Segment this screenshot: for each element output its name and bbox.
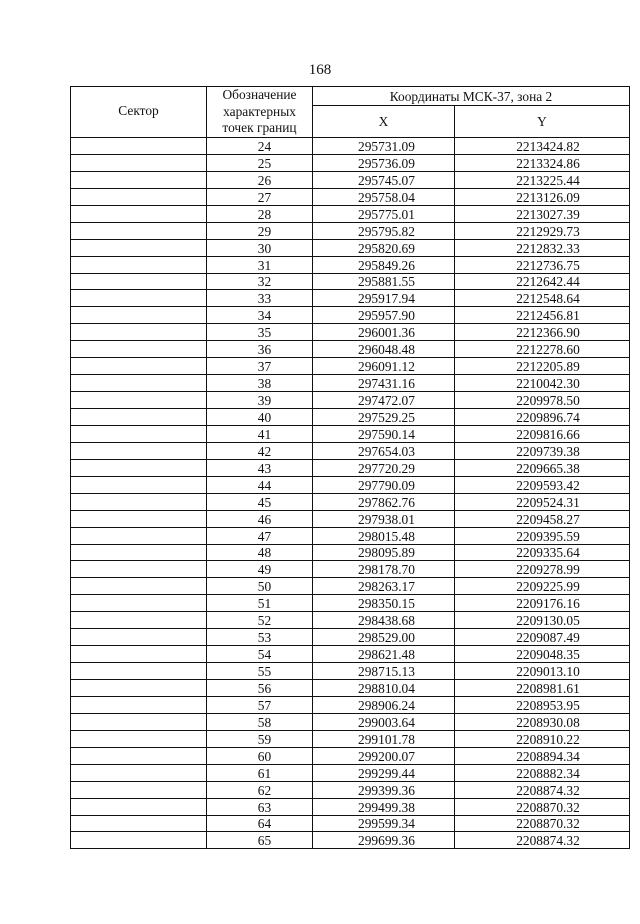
table-row [71, 764, 630, 781]
cell-y-coordinate: 2209278.99 [455, 561, 630, 578]
cell-point-number: 59 [207, 730, 313, 747]
table-row [71, 798, 630, 815]
cell-sector [71, 341, 207, 358]
cell-x-coordinate: 298810.04 [313, 680, 455, 697]
table-row [71, 730, 630, 747]
cell-sector [71, 781, 207, 798]
cell-y-coordinate: 2212366.90 [455, 324, 630, 341]
cell-point-number: 61 [207, 764, 313, 781]
cell-y-coordinate: 2212736.75 [455, 256, 630, 273]
cell-y-coordinate: 2209048.35 [455, 646, 630, 663]
table-row [71, 442, 630, 459]
cell-sector [71, 815, 207, 832]
cell-point-number: 49 [207, 561, 313, 578]
cell-point-number: 33 [207, 290, 313, 307]
table-row [71, 171, 630, 188]
cell-point-number: 30 [207, 239, 313, 256]
cell-sector [71, 493, 207, 510]
cell-y-coordinate: 2209816.66 [455, 425, 630, 442]
cell-y-coordinate: 2209524.31 [455, 493, 630, 510]
cell-sector [71, 425, 207, 442]
cell-point-number: 47 [207, 527, 313, 544]
cell-x-coordinate: 295917.94 [313, 290, 455, 307]
cell-x-coordinate: 296048.48 [313, 341, 455, 358]
cell-point-number: 28 [207, 205, 313, 222]
table-row [71, 392, 630, 409]
table-row [71, 493, 630, 510]
cell-sector [71, 578, 207, 595]
cell-x-coordinate: 297720.29 [313, 459, 455, 476]
table-header [71, 87, 630, 138]
cell-x-coordinate: 296001.36 [313, 324, 455, 341]
cell-y-coordinate: 2208910.22 [455, 730, 630, 747]
table-row [71, 612, 630, 629]
table-row [71, 646, 630, 663]
cell-sector [71, 646, 207, 663]
header-point-line-1: Обозначение [222, 87, 297, 103]
cell-sector [71, 713, 207, 730]
cell-y-coordinate: 2209335.64 [455, 544, 630, 561]
cell-sector [71, 324, 207, 341]
cell-point-number: 43 [207, 459, 313, 476]
cell-x-coordinate: 295775.01 [313, 205, 455, 222]
table-row [71, 527, 630, 544]
cell-sector [71, 561, 207, 578]
cell-point-number: 63 [207, 798, 313, 815]
cell-y-coordinate: 2208870.32 [455, 815, 630, 832]
cell-sector [71, 459, 207, 476]
table-row [71, 815, 630, 832]
table-row [71, 595, 630, 612]
cell-x-coordinate: 298350.15 [313, 595, 455, 612]
page-number: 168 [308, 62, 332, 78]
cell-sector [71, 798, 207, 815]
cell-sector [71, 409, 207, 426]
cell-y-coordinate: 2213027.39 [455, 205, 630, 222]
table-row [71, 510, 630, 527]
cell-x-coordinate: 297529.25 [313, 409, 455, 426]
header-point-line-2: характерных [223, 103, 296, 119]
cell-x-coordinate: 297654.03 [313, 442, 455, 459]
cell-x-coordinate: 297431.16 [313, 375, 455, 392]
cell-x-coordinate: 298438.68 [313, 612, 455, 629]
cell-point-number: 52 [207, 612, 313, 629]
table-row [71, 273, 630, 290]
table-row [71, 832, 630, 849]
table-row [71, 696, 630, 713]
table-row [71, 307, 630, 324]
table-row [71, 138, 630, 155]
cell-x-coordinate: 298015.48 [313, 527, 455, 544]
cell-y-coordinate: 2208981.61 [455, 680, 630, 697]
cell-x-coordinate: 298621.48 [313, 646, 455, 663]
table-row [71, 358, 630, 375]
header-x: X [313, 106, 455, 138]
cell-point-number: 56 [207, 680, 313, 697]
cell-sector [71, 730, 207, 747]
cell-point-number: 39 [207, 392, 313, 409]
cell-x-coordinate: 298529.00 [313, 629, 455, 646]
cell-point-number: 38 [207, 375, 313, 392]
cell-point-number: 24 [207, 138, 313, 155]
cell-y-coordinate: 2209130.05 [455, 612, 630, 629]
table-row [71, 154, 630, 171]
cell-point-number: 64 [207, 815, 313, 832]
cell-sector [71, 171, 207, 188]
cell-sector [71, 222, 207, 239]
table-row [71, 476, 630, 493]
header-point-line-3: точек границ [222, 120, 297, 136]
cell-point-number: 27 [207, 188, 313, 205]
cell-sector [71, 629, 207, 646]
cell-point-number: 50 [207, 578, 313, 595]
cell-sector [71, 239, 207, 256]
cell-y-coordinate: 2212278.60 [455, 341, 630, 358]
cell-x-coordinate: 295745.07 [313, 171, 455, 188]
cell-x-coordinate: 295820.69 [313, 239, 455, 256]
cell-sector [71, 273, 207, 290]
cell-point-number: 45 [207, 493, 313, 510]
cell-x-coordinate: 297938.01 [313, 510, 455, 527]
cell-x-coordinate: 299399.36 [313, 781, 455, 798]
header-point-designation [207, 87, 313, 138]
table-row [71, 239, 630, 256]
cell-y-coordinate: 2209978.50 [455, 392, 630, 409]
cell-y-coordinate: 2212205.89 [455, 358, 630, 375]
cell-point-number: 62 [207, 781, 313, 798]
cell-sector [71, 392, 207, 409]
cell-point-number: 65 [207, 832, 313, 849]
cell-y-coordinate: 2213324.86 [455, 154, 630, 171]
cell-sector [71, 307, 207, 324]
cell-x-coordinate: 295795.82 [313, 222, 455, 239]
table-row [71, 629, 630, 646]
cell-sector [71, 527, 207, 544]
cell-y-coordinate: 2213424.82 [455, 138, 630, 155]
cell-point-number: 46 [207, 510, 313, 527]
cell-x-coordinate: 299599.34 [313, 815, 455, 832]
cell-y-coordinate: 2209176.16 [455, 595, 630, 612]
cell-x-coordinate: 297862.76 [313, 493, 455, 510]
cell-x-coordinate: 299699.36 [313, 832, 455, 849]
cell-y-coordinate: 2208930.08 [455, 713, 630, 730]
header-y: Y [455, 106, 630, 138]
cell-y-coordinate: 2208874.32 [455, 781, 630, 798]
cell-x-coordinate: 298095.89 [313, 544, 455, 561]
table-row [71, 341, 630, 358]
cell-point-number: 26 [207, 171, 313, 188]
cell-y-coordinate: 2210042.30 [455, 375, 630, 392]
cell-y-coordinate: 2209593.42 [455, 476, 630, 493]
table-row [71, 222, 630, 239]
cell-x-coordinate: 299003.64 [313, 713, 455, 730]
cell-sector [71, 595, 207, 612]
cell-sector [71, 544, 207, 561]
cell-y-coordinate: 2209896.74 [455, 409, 630, 426]
cell-point-number: 51 [207, 595, 313, 612]
table-row [71, 747, 630, 764]
cell-point-number: 53 [207, 629, 313, 646]
cell-y-coordinate: 2209225.99 [455, 578, 630, 595]
cell-point-number: 41 [207, 425, 313, 442]
table-row [71, 680, 630, 697]
table-row [71, 290, 630, 307]
cell-y-coordinate: 2212548.64 [455, 290, 630, 307]
cell-sector [71, 663, 207, 680]
cell-x-coordinate: 295881.55 [313, 273, 455, 290]
table-row [71, 663, 630, 680]
cell-x-coordinate: 295957.90 [313, 307, 455, 324]
cell-y-coordinate: 2209087.49 [455, 629, 630, 646]
cell-x-coordinate: 298906.24 [313, 696, 455, 713]
cell-y-coordinate: 2208953.95 [455, 696, 630, 713]
cell-y-coordinate: 2208894.34 [455, 747, 630, 764]
table-row [71, 561, 630, 578]
cell-y-coordinate: 2212642.44 [455, 273, 630, 290]
cell-sector [71, 832, 207, 849]
cell-y-coordinate: 2209739.38 [455, 442, 630, 459]
cell-x-coordinate: 297790.09 [313, 476, 455, 493]
cell-point-number: 25 [207, 154, 313, 171]
cell-point-number: 48 [207, 544, 313, 561]
table-body [71, 138, 630, 849]
cell-y-coordinate: 2208882.34 [455, 764, 630, 781]
cell-point-number: 37 [207, 358, 313, 375]
cell-sector [71, 696, 207, 713]
cell-sector [71, 442, 207, 459]
cell-x-coordinate: 295736.09 [313, 154, 455, 171]
cell-x-coordinate: 295758.04 [313, 188, 455, 205]
cell-sector [71, 205, 207, 222]
cell-y-coordinate: 2213225.44 [455, 171, 630, 188]
cell-y-coordinate: 2212929.73 [455, 222, 630, 239]
cell-x-coordinate: 299299.44 [313, 764, 455, 781]
header-coordinates-group: Координаты МСК-37, зона 2 [313, 87, 630, 106]
cell-point-number: 42 [207, 442, 313, 459]
cell-sector [71, 154, 207, 171]
header-sector: Сектор [71, 87, 207, 138]
table-row [71, 425, 630, 442]
cell-y-coordinate: 2209395.59 [455, 527, 630, 544]
table-row [71, 781, 630, 798]
cell-point-number: 34 [207, 307, 313, 324]
cell-x-coordinate: 299200.07 [313, 747, 455, 764]
table-row [71, 205, 630, 222]
table-row [71, 578, 630, 595]
cell-x-coordinate: 295849.26 [313, 256, 455, 273]
table-row [71, 375, 630, 392]
coordinates-table [70, 86, 630, 849]
cell-sector [71, 375, 207, 392]
cell-sector [71, 138, 207, 155]
cell-point-number: 57 [207, 696, 313, 713]
cell-point-number: 35 [207, 324, 313, 341]
cell-point-number: 40 [207, 409, 313, 426]
cell-y-coordinate: 2208870.32 [455, 798, 630, 815]
table-row [71, 713, 630, 730]
cell-sector [71, 510, 207, 527]
cell-point-number: 44 [207, 476, 313, 493]
cell-y-coordinate: 2209458.27 [455, 510, 630, 527]
cell-y-coordinate: 2208874.32 [455, 832, 630, 849]
cell-sector [71, 680, 207, 697]
cell-x-coordinate: 295731.09 [313, 138, 455, 155]
table-row [71, 544, 630, 561]
cell-x-coordinate: 298715.13 [313, 663, 455, 680]
cell-point-number: 29 [207, 222, 313, 239]
cell-y-coordinate: 2209013.10 [455, 663, 630, 680]
cell-x-coordinate: 297590.14 [313, 425, 455, 442]
cell-x-coordinate: 296091.12 [313, 358, 455, 375]
cell-point-number: 32 [207, 273, 313, 290]
cell-sector [71, 747, 207, 764]
cell-x-coordinate: 299101.78 [313, 730, 455, 747]
cell-sector [71, 612, 207, 629]
cell-y-coordinate: 2212456.81 [455, 307, 630, 324]
table-row [71, 256, 630, 273]
cell-point-number: 54 [207, 646, 313, 663]
cell-y-coordinate: 2213126.09 [455, 188, 630, 205]
cell-sector [71, 256, 207, 273]
cell-sector [71, 290, 207, 307]
cell-sector [71, 358, 207, 375]
cell-point-number: 31 [207, 256, 313, 273]
cell-x-coordinate: 299499.38 [313, 798, 455, 815]
table-row [71, 188, 630, 205]
cell-point-number: 58 [207, 713, 313, 730]
cell-x-coordinate: 298263.17 [313, 578, 455, 595]
table-row [71, 409, 630, 426]
cell-sector [71, 476, 207, 493]
cell-sector [71, 764, 207, 781]
cell-point-number: 36 [207, 341, 313, 358]
cell-y-coordinate: 2209665.38 [455, 459, 630, 476]
table-row [71, 324, 630, 341]
cell-point-number: 60 [207, 747, 313, 764]
cell-sector [71, 188, 207, 205]
cell-x-coordinate: 298178.70 [313, 561, 455, 578]
cell-y-coordinate: 2212832.33 [455, 239, 630, 256]
table-row [71, 459, 630, 476]
cell-x-coordinate: 297472.07 [313, 392, 455, 409]
cell-point-number: 55 [207, 663, 313, 680]
